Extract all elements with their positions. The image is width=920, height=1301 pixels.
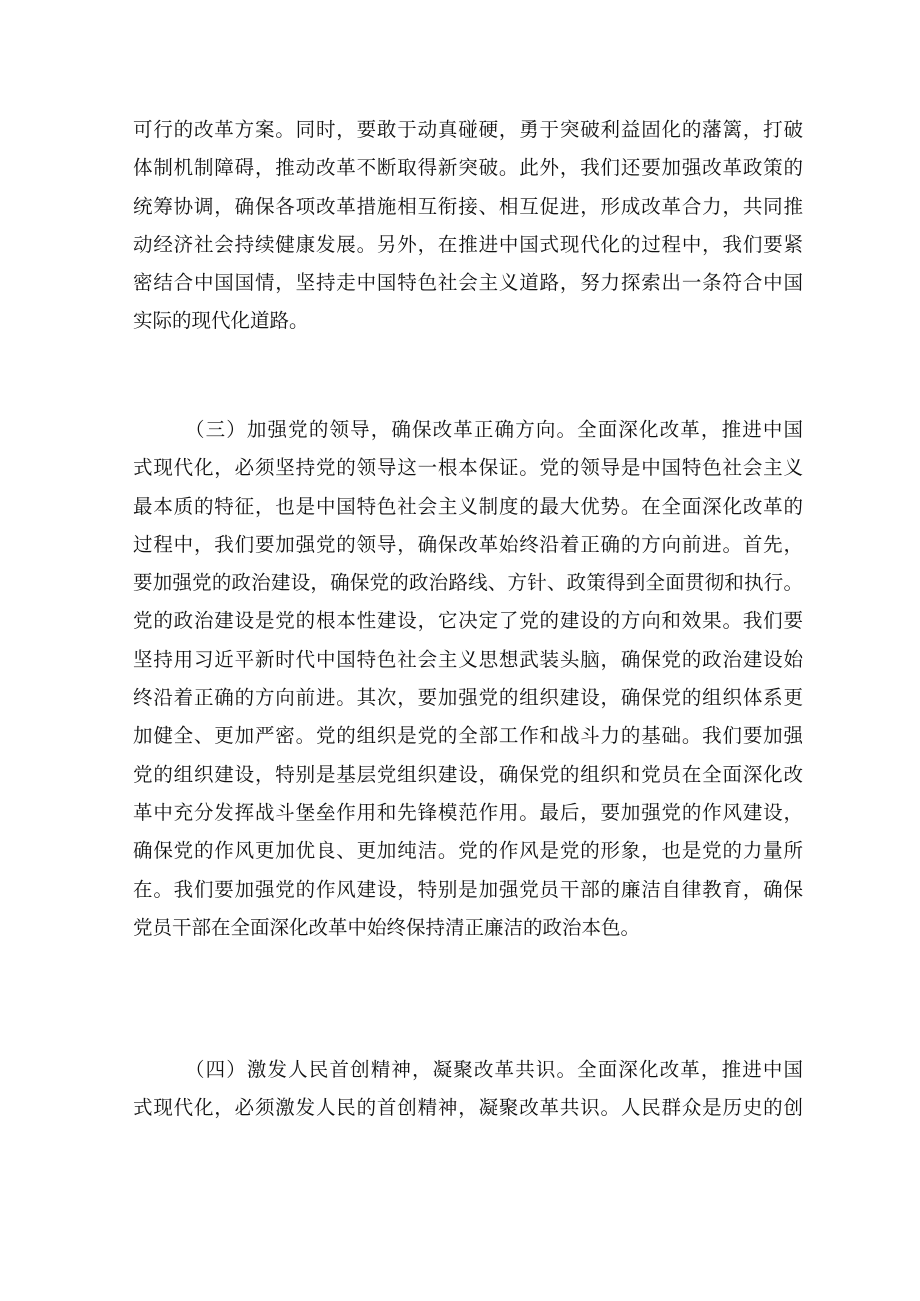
text-line: 式现代化，必须坚持党的领导这一根本保证。党的领导是中国特色社会主义: [133, 456, 803, 480]
text-line: 过程中，我们要加强党的领导，确保改革始终沿着正确的方向前进。首先，: [133, 532, 803, 556]
text-line: 动经济社会持续健康发展。另外，在推进中国式现代化的过程中，我们要紧: [133, 232, 803, 256]
text-line: 最本质的特征，也是中国特色社会主义制度的最大优势。在全面深化改革的: [133, 494, 803, 518]
section-heading-line: （四）激发人民首创精神，凝聚改革共识。全面深化改革，推进中国: [185, 1058, 803, 1081]
text-line: 党的组织建设，特别是基层党组织建设，确保党的组织和党员在全面深化改: [133, 762, 803, 786]
text-line: 实际的现代化道路。: [133, 309, 309, 333]
text-line: 党员干部在全面深化改革中始终保持清正廉洁的政治本色。: [133, 915, 641, 939]
paragraph-people-initiative: [133, 1051, 803, 1128]
text-line: 终沿着正确的方向前进。其次，要加强党的组织建设，确保党的组织体系更: [133, 686, 803, 710]
text-line: 确保党的作风更加优良、更加纯洁。党的作风是党的形象，也是党的力量所: [133, 839, 803, 863]
paragraph-reform-plan: [133, 111, 803, 341]
text-line: 统筹协调，确保各项改革措施相互衔接、相互促进，形成改革合力，共同推: [133, 194, 803, 218]
section-heading-line: （三）加强党的领导，确保改革正确方向。全面深化改革，推进中国: [185, 418, 803, 441]
text-line: 密结合中国国情，坚持走中国特色社会主义道路，努力探索出一条符合中国: [133, 271, 803, 295]
text-line: 式现代化，必须激发人民的首创精神，凝聚改革共识。人民群众是历史的创: [133, 1096, 803, 1120]
paragraph-party-leadership: [133, 411, 803, 947]
text-line: 革中充分发挥战斗堡垒作用和先锋模范作用。最后，要加强党的作风建设，: [133, 800, 803, 824]
text-line: 要加强党的政治建设，确保党的政治路线、方针、政策得到全面贯彻和执行。: [133, 571, 803, 595]
text-line: 在。我们要加强党的作风建设，特别是加强党员干部的廉洁自律教育，确保: [133, 877, 803, 901]
text-line: 坚持用习近平新时代中国特色社会主义思想武装头脑，确保党的政治建设始: [133, 647, 803, 671]
text-line: 加健全、更加严密。党的组织是党的全部工作和战斗力的基础。我们要加强: [133, 724, 803, 748]
text-line: 党的政治建设是党的根本性建设，它决定了党的建设的方向和效果。我们要: [133, 609, 803, 633]
text-line: 可行的改革方案。同时，要敢于动真碰硬，勇于突破利益固化的藩篱，打破: [133, 118, 803, 141]
text-line: 体制机制障碍，推动改革不断取得新突破。此外，我们还要加强改革政策的: [133, 156, 803, 180]
